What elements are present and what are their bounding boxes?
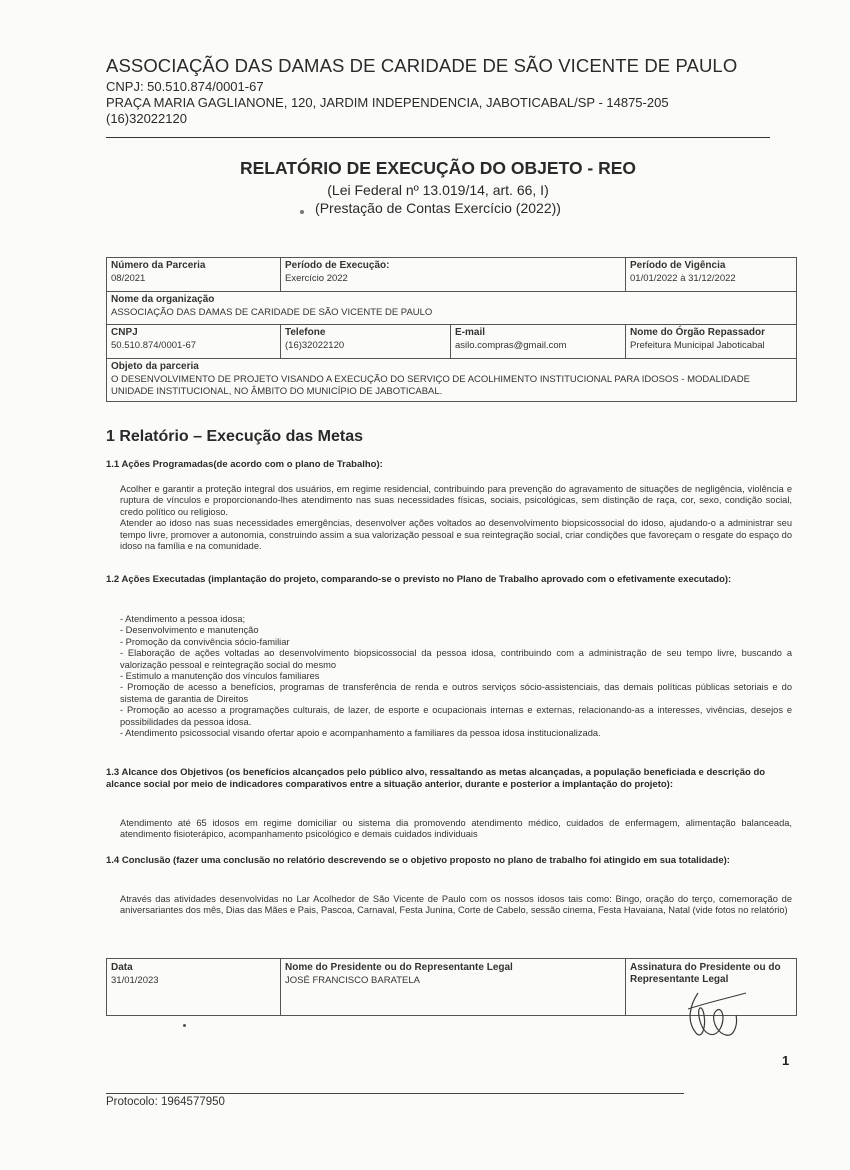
section-heading: 1 Relatório – Execução das Metas	[106, 428, 363, 445]
subsection-1-4-body	[120, 894, 792, 917]
cell-organizacao	[107, 292, 797, 325]
objeto-label: Objeto da parceria	[111, 361, 199, 372]
footer-divider	[106, 1093, 684, 1094]
paragraph: Através das atividades desenvolvidas no Lar Acolhedor de São Vicente de Paulo com os nossos idosos tais como: Bingo, oração do terço, comemoração de aniversariantes dos mês, Dias das Mães e Pais, Pascoa, Carnaval, Festa Junina, Corte de Cabelo, sessão cinema, Festa Havaiana, Natal (vide fotos no relatório)	[120, 894, 792, 916]
periodo-execucao-value: Exercício 2022	[285, 273, 348, 284]
page-number: 1	[782, 1053, 790, 1068]
cell-numero-parceria	[107, 258, 281, 292]
subsection-1-4-heading: 1.4 Conclusão (fazer uma conclusão no relatório descrevendo se o objetivo proposto no plano de trabalho foi atingido em sua totalidade):	[106, 855, 730, 866]
cell-cnpj	[107, 325, 281, 359]
paragraph: Atendimento até 65 idosos em regime domiciliar ou sistema dia promovendo atendimento médico, cuidados de enfermagem, alimentação balanceada, atendimento fisioterápico, acompanhamento psicológico e demais cuidados individuais	[120, 818, 792, 840]
list-item: - Promoção ao acesso a programações culturais, de lazer, de esporte e ocupacionais internas e externas, relacionando-as a interesses, vivências, desejos e possibilidades da pessoa idosa.	[120, 705, 792, 727]
orgao-label: Nome do Órgão Repassador	[630, 327, 766, 338]
handwritten-signature	[676, 985, 756, 1045]
numero-parceria-value: 08/2021	[111, 273, 146, 284]
list-item: - Estimulo a manutenção dos vínculos familiares	[120, 671, 320, 682]
assinatura-label: Assinatura do Presidente ou do Representante Legal	[630, 962, 781, 985]
list-item: - Atendimento a pessoa idosa;	[120, 614, 246, 624]
cell-telefone	[281, 325, 451, 359]
subsection-1-1-heading: 1.1 Ações Programadas(de acordo com o plano de Trabalho):	[106, 459, 383, 470]
paragraph: Atender ao idoso nas suas necessidades emergências, desenvolver ações voltados ao desenvolvimento biopsicossocial do idoso, ajudando-o a administrar seu tempo livre, promover a autonomia, construindo assim a sua valorização pessoal e sua reintegração social, criar condições que favoreçam o resgate do espaço do idoso na família e na comunidade.	[120, 518, 792, 552]
scan-speck	[183, 1024, 186, 1027]
email-label: E-mail	[455, 327, 486, 338]
document-law-reference: (Lei Federal nº 13.019/14, art. 66, I)	[327, 182, 549, 198]
numero-parceria-label: Número da Parceria	[111, 260, 206, 271]
cnpj-label: CNPJ	[111, 327, 138, 338]
nome-presidente-value: JOSÉ FRANCISCO BARATELA	[285, 975, 420, 986]
telefone-value: (16)32022120	[285, 340, 345, 351]
subsection-1-3-heading: 1.3 Alcance dos Objetivos (os benefícios alcançados pelo público alvo, ressaltando as metas alcançadas, a população beneficiada e descrição do alcance social por meio de indicadores comparativos entre a situação anterior, durante e posterior a implantação do projeto):	[106, 767, 766, 790]
cell-objeto-parceria	[107, 359, 797, 402]
subsection-1-3-body	[120, 818, 792, 841]
periodo-execucao-label: Período de Execução:	[285, 260, 390, 271]
periodo-vigencia-value: 01/01/2022 à 31/12/2022	[630, 273, 736, 284]
data-label: Data	[111, 962, 133, 973]
subsection-1-2-body	[120, 614, 792, 739]
cell-email	[451, 325, 626, 359]
header-address: PRAÇA MARIA GAGLIANONE, 120, JARDIM INDEPENDENCIA, JABOTICABAL/SP - 14875-205	[106, 95, 669, 110]
list-item: - Promoção de acesso a benefícios, programas de transferência de renda e outros serviços sócio-assistenciais, das demais políticas públicas setoriais e do sistema de garantia de Direitos	[120, 682, 792, 704]
protocol-number: Protocolo: 1964577950	[106, 1096, 225, 1108]
document-period: (Prestação de Contas Exercício (2022))	[315, 200, 561, 216]
telefone-label: Telefone	[285, 327, 326, 338]
subsection-1-2-heading: 1.2 Ações Executadas (implantação do projeto, comparando-se o previsto no Plano de Trabalho aprovado com o efetivamente executado):	[106, 574, 732, 585]
cell-data	[107, 959, 281, 1016]
periodo-vigencia-label: Período de Vigência	[630, 260, 726, 271]
cell-periodo-execucao	[281, 258, 626, 292]
data-value: 31/01/2023	[111, 975, 159, 986]
organizacao-label: Nome da organização	[111, 294, 215, 305]
objeto-value: O DESENVOLVIMENTO DE PROJETO VISANDO A EXECUÇÃO DO SERVIÇO DE ACOLHIMENTO INSTITUCIONAL PARA IDOSOS - MODALIDADE UNIDADE INSTITUCIONAL, NO ÂMBITO DO MUNICÍPIO DE JABOTICABAL.	[111, 374, 750, 397]
paragraph: Acolher e garantir a proteção integral dos usuários, em regime residencial, contribuindo para prevenção do agravamento de situações de negligência, violência e ruptura de vínculos e proporcionando-lhes atendimento nas suas necessidades físicas, sociais, psicológicas, sem distinção de raça, cor, sexo, condição social, credo político ou religioso.	[120, 484, 792, 517]
list-item: - Elaboração de ações voltadas ao desenvolvimento biopsicossocial da pessoa idosa, contribuindo com a administração de seu tempo livre, buscando a valorização pessoal e reintegração social do mesmo	[120, 648, 792, 670]
cell-periodo-vigencia	[626, 258, 797, 292]
document-title: RELATÓRIO DE EXECUÇÃO DO OBJETO - REO	[239, 158, 637, 178]
nome-presidente-label: Nome do Presidente ou do Representante Legal	[285, 962, 513, 973]
cell-nome-presidente	[281, 959, 626, 1016]
organization-name: ASSOCIAÇÃO DAS DAMAS DE CARIDADE DE SÃO VICENTE DE PAULO	[106, 55, 738, 76]
header-divider	[106, 137, 770, 138]
email-value: asilo.compras@gmail.com	[455, 340, 567, 351]
cell-orgao-repassador	[626, 325, 797, 359]
scan-speck	[300, 210, 304, 214]
header-phone: (16)32022120	[106, 111, 187, 126]
list-item: - Promoção da convivência sócio-familiar	[120, 636, 290, 647]
organizacao-value: ASSOCIAÇÃO DAS DAMAS DE CARIDADE DE SÃO VICENTE DE PAULO	[111, 307, 433, 318]
list-item: - Desenvolvimento e manutenção	[120, 625, 259, 636]
cnpj-value: 50.510.874/0001-67	[111, 340, 197, 351]
orgao-value: Prefeitura Municipal Jaboticabal	[630, 340, 765, 351]
partnership-info-table	[106, 257, 797, 402]
signature-stroke	[690, 993, 736, 1035]
header-cnpj: CNPJ: 50.510.874/0001-67	[106, 79, 264, 94]
subsection-1-1-body	[120, 484, 792, 552]
list-item: - Atendimento psicossocial visando ofertar apoio e acompanhamento a familiares da pessoa idosa institucionalizada.	[120, 728, 601, 739]
